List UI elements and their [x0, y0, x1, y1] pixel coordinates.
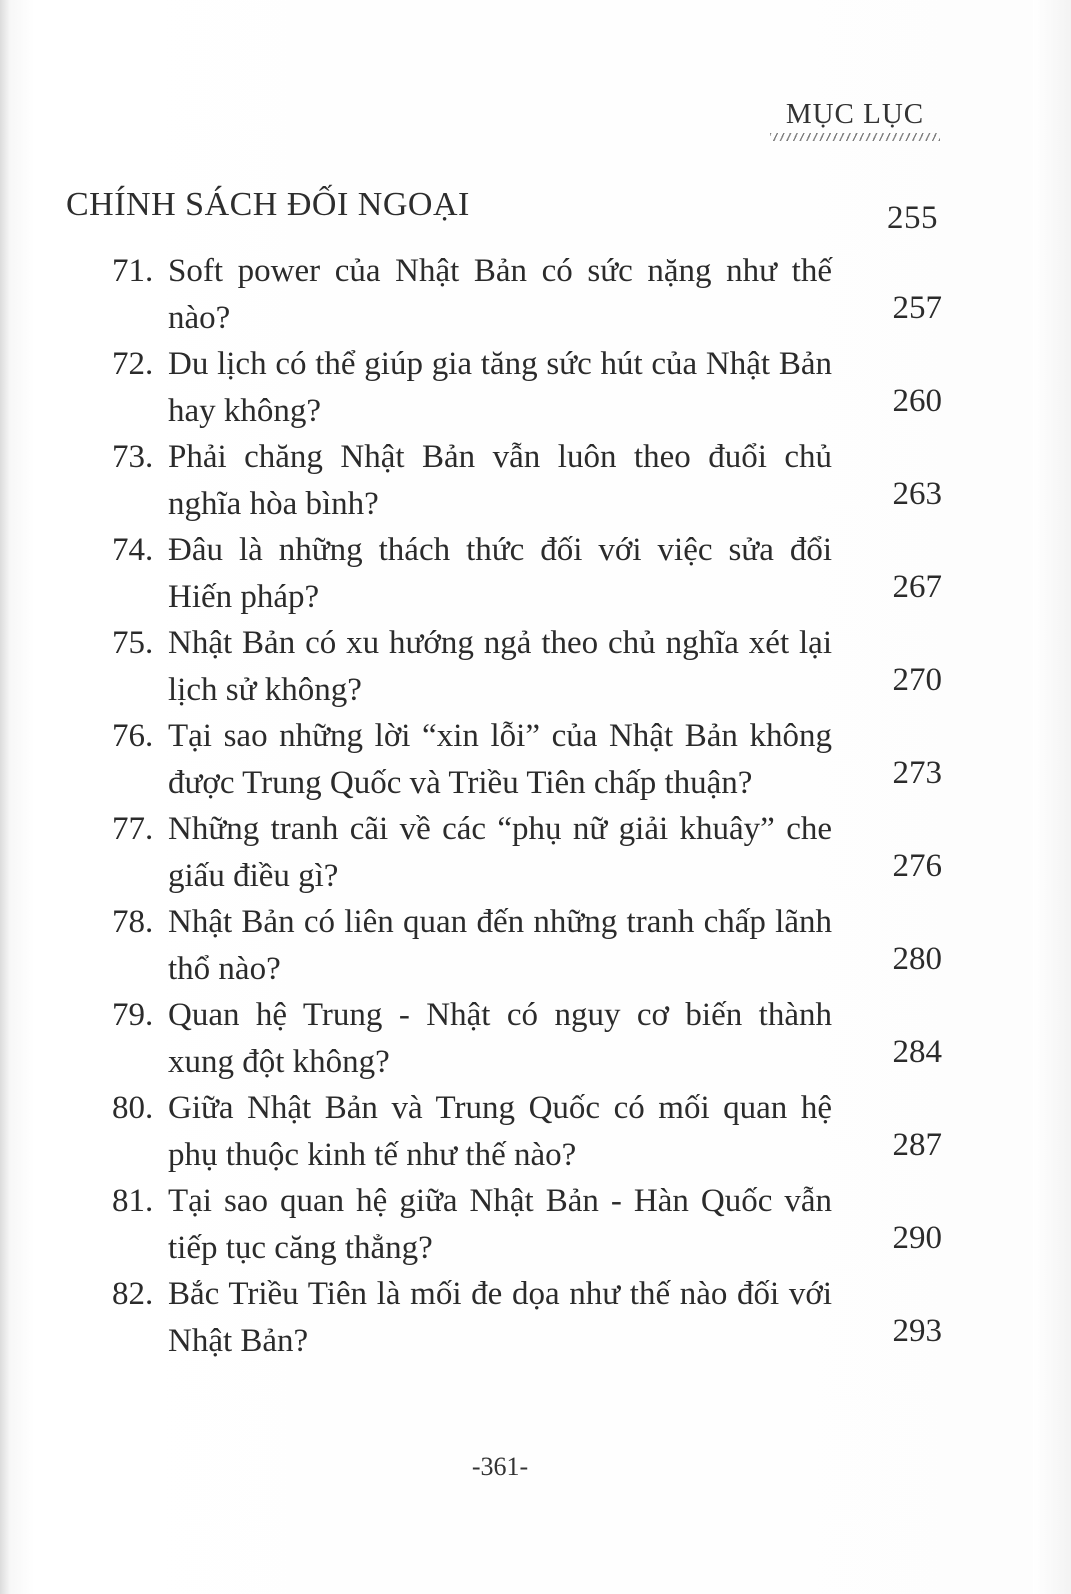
toc-entry-title: Nhật Bản có xu hướng ngả theo chủ nghĩa xét lại lịch sử không?: [168, 625, 832, 708]
toc-entry-title: Những tranh cãi về các “phụ nữ giải khuây” che giấu điều gì?: [168, 811, 832, 894]
toc-entry-page: 260: [892, 382, 942, 419]
toc-entry-page: 270: [892, 661, 942, 698]
section-heading: [66, 186, 938, 236]
toc-entry-page: 284: [892, 1033, 942, 1070]
toc-entry: [112, 527, 942, 620]
toc-entry-number: 73.: [112, 439, 154, 475]
toc-entry: [112, 806, 942, 899]
toc-entry: [112, 341, 942, 434]
toc-entry-page: 273: [892, 754, 942, 791]
toc-entry: [112, 899, 942, 992]
toc-entry-number: 77.: [112, 811, 154, 847]
toc-entry-title: Tại sao quan hệ giữa Nhật Bản - Hàn Quốc vẫn tiếp tục căng thẳng?: [168, 1183, 832, 1266]
toc-entry-page: 293: [892, 1312, 942, 1349]
toc-entry-title: Quan hệ Trung - Nhật có nguy cơ biến thành xung đột không?: [168, 997, 832, 1080]
toc-entry-number: 82.: [112, 1276, 154, 1312]
toc-entry-number: 71.: [112, 253, 154, 289]
toc-entry-title: Phải chăng Nhật Bản vẫn luôn theo đuổi chủ nghĩa hòa bình?: [168, 439, 832, 522]
toc-entry-title: Soft power của Nhật Bản có sức nặng như thế nào?: [168, 253, 832, 336]
toc-entry-title: Đâu là những thách thức đối với việc sửa đổi Hiến pháp?: [168, 532, 832, 615]
toc-entry-number: 80.: [112, 1090, 154, 1126]
toc-entry: [112, 1178, 942, 1271]
header-ornament-rule: [770, 133, 940, 141]
toc-entry-title: Tại sao những lời “xin lỗi” của Nhật Bản không được Trung Quốc và Triều Tiên chấp thuận?: [168, 718, 832, 801]
footer-page-number: -361-: [471, 1452, 529, 1481]
toc-entry-title: Nhật Bản có liên quan đến những tranh chấp lãnh thổ nào?: [168, 904, 832, 987]
toc-entry-number: 74.: [112, 532, 154, 568]
toc-entry-page: 287: [892, 1126, 942, 1163]
section-title: CHÍNH SÁCH ĐỐI NGOẠI: [66, 186, 470, 223]
toc-entry-number: 78.: [112, 904, 154, 940]
running-header-title: MỤC LỤC: [785, 98, 925, 130]
toc-entry-page: 290: [892, 1219, 942, 1256]
toc-entry-number: 76.: [112, 718, 154, 754]
toc-entry-page: 257: [892, 289, 942, 326]
page-edge-shadow: [1033, 0, 1071, 1594]
toc-entry-number: 79.: [112, 997, 154, 1033]
toc-entry: [112, 713, 942, 806]
running-header: [770, 98, 940, 141]
toc-entry: [112, 1085, 942, 1178]
toc-entry-page: 280: [892, 940, 942, 977]
toc-entry-title: Bắc Triều Tiên là mối đe dọa như thế nào đối với Nhật Bản?: [168, 1276, 832, 1359]
toc-list: [112, 248, 942, 1364]
toc-entry-number: 75.: [112, 625, 154, 661]
toc-entry-page: 263: [892, 475, 942, 512]
toc-entry: [112, 248, 942, 341]
toc-entry-page: 267: [892, 568, 942, 605]
toc-entry: [112, 992, 942, 1085]
toc-entry-number: 72.: [112, 346, 154, 382]
toc-entry-page: 276: [892, 847, 942, 884]
toc-entry-title: Giữa Nhật Bản và Trung Quốc có mối quan hệ phụ thuộc kinh tế như thế nào?: [168, 1090, 832, 1173]
page-footer: [0, 1452, 1000, 1482]
toc-entry: [112, 620, 942, 713]
toc-entry-title: Du lịch có thể giúp gia tăng sức hút của Nhật Bản hay không?: [168, 346, 832, 429]
toc-entry: [112, 434, 942, 527]
toc-entry: [112, 1271, 942, 1364]
section-page-number: 255: [887, 200, 938, 236]
toc-entry-number: 81.: [112, 1183, 154, 1219]
